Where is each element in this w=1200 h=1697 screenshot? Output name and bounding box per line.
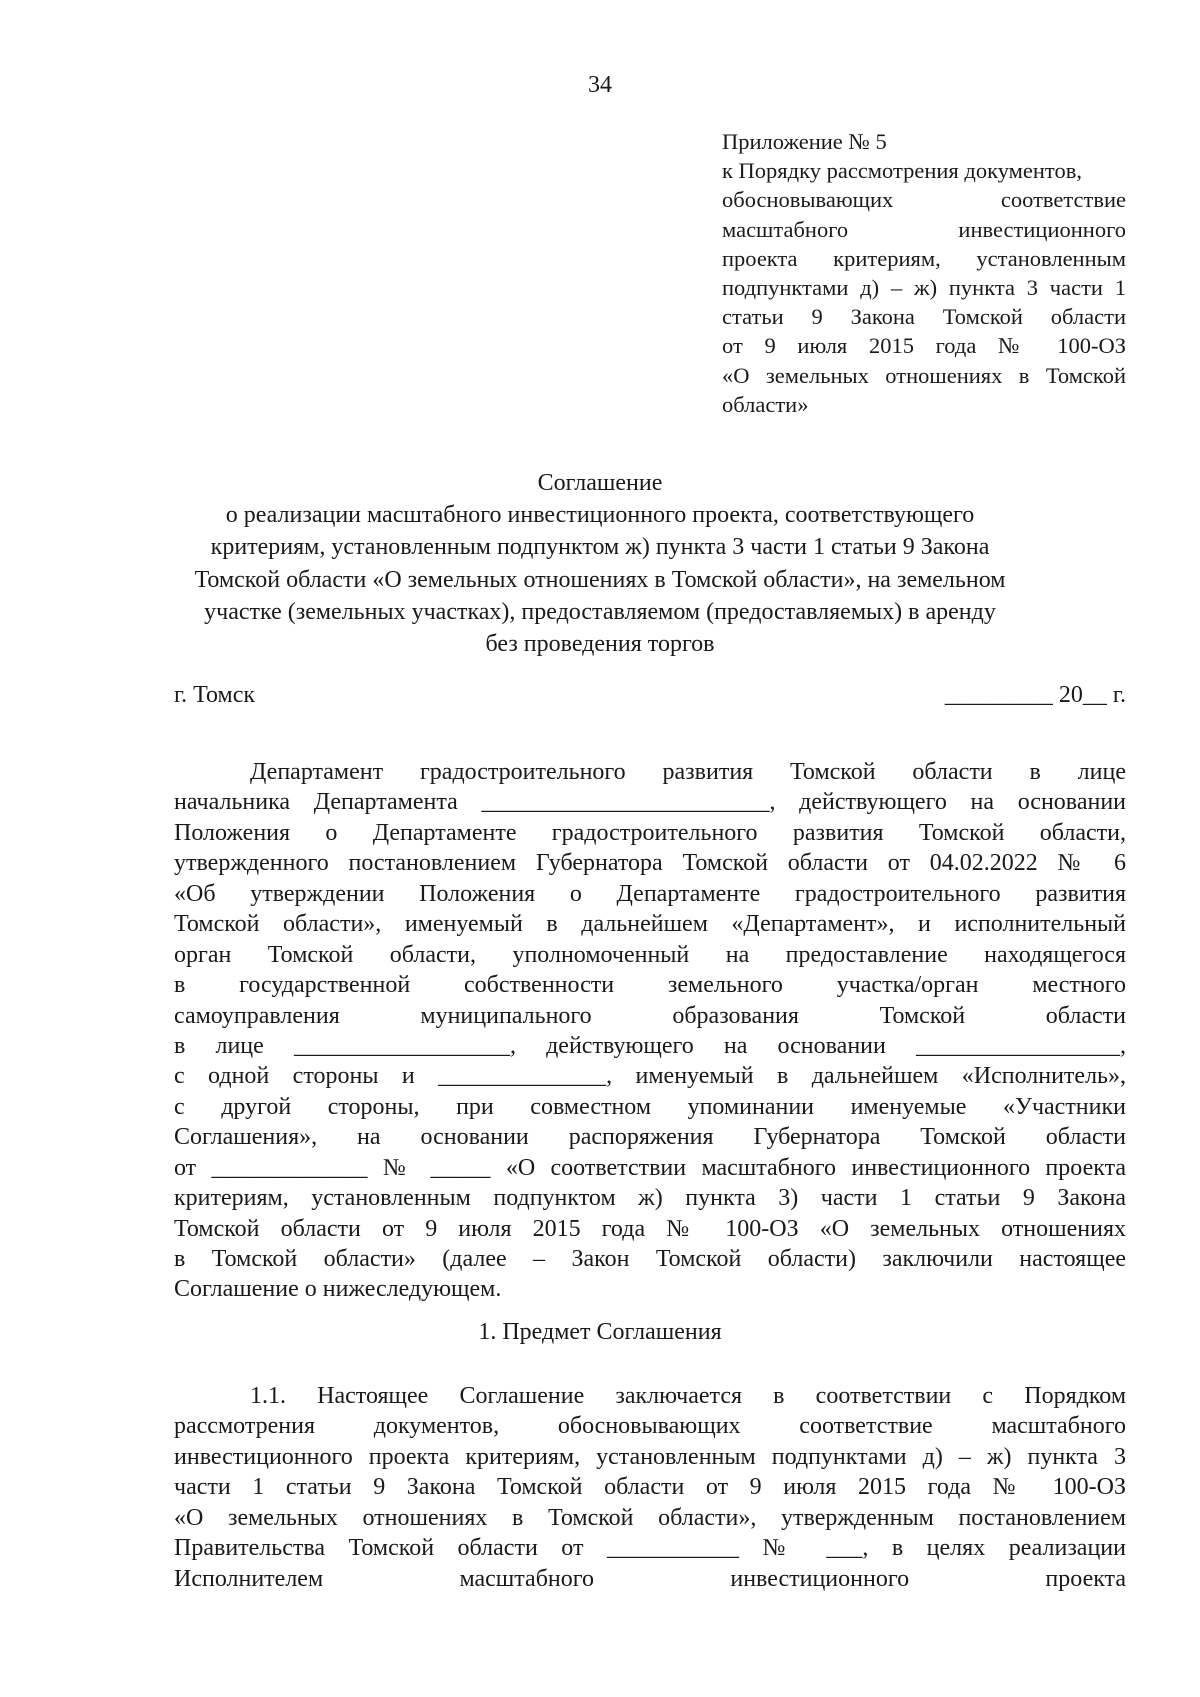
preamble (174, 757, 1126, 1305)
preamble-line: критериям, установленным подпунктом ж) пункта 3) части 1 статьи 9 Закона (174, 1185, 1126, 1212)
clause-line: «О земельных отношениях в Томской области», утвержденным постановлением (174, 1504, 1126, 1531)
preamble-line: Положения о Департаменте градостроительного развития Томской области, (174, 819, 1126, 846)
preamble-line: орган Томской области, уполномоченный на предоставление находящегося (174, 941, 1126, 968)
appendix-line: проекта критериям, установленным (722, 245, 1126, 271)
preamble-line: «Об утверждении Положения о Департаменте градостроительного развития (174, 880, 1126, 907)
section-heading: 1. Предмет Соглашения (478, 1319, 722, 1345)
appendix-line: обосновывающих соответствие (722, 187, 1126, 213)
place-date-row (174, 679, 1126, 711)
preamble-line: Соглашения», на основании распоряжения Губернатора Томской области (174, 1124, 1126, 1151)
agreement-title-line: о реализации масштабного инвестиционного проекта, соответствующего (225, 502, 975, 529)
preamble-line: утвержденного постановлением Губернатора Томской области от 04.02.2022 № 6 (174, 850, 1126, 877)
preamble-line: в Томской области» (далее – Закон Томской области) заключили настоящее (174, 1246, 1126, 1272)
agreement-title-line: без проведения торгов (485, 630, 715, 657)
appendix-line: «О земельных отношениях в Томской (722, 362, 1126, 388)
agreement-title-line: критериям, установленным подпунктом ж) пункта 3 части 1 статьи 9 Закона (210, 534, 990, 561)
preamble-line: в государственной собственности земельного участка/орган местного (174, 972, 1126, 999)
appendix-line: масштабного инвестиционного (722, 216, 1126, 242)
clause-line: инвестиционного проекта критериям, установленным подпунктами д) – ж) пункта 3 (174, 1443, 1126, 1470)
preamble-line: начальника Департамента ________________________, действующего на основании (174, 789, 1126, 816)
page-number: 34 (588, 72, 612, 98)
appendix-line: подпунктами д) – ж) пункта 3 части 1 (722, 274, 1126, 300)
agreement-title-line: Томской области «О земельных отношениях в Томской области», на земельном (194, 566, 1006, 593)
preamble-line: с одной стороны и ______________, именуемый в дальнейшем «Исполнитель», (174, 1063, 1126, 1090)
place-name: г. Томск (174, 682, 256, 708)
clause-line: 1.1. Настоящее Соглашение заключается в соответствии с Порядком (250, 1383, 1126, 1409)
appendix-line: к Порядку рассмотрения документов, (722, 158, 1082, 184)
clause-line: Правительства Томской области от ___________ № ___, в целях реализации (174, 1535, 1126, 1562)
preamble-line: от _____________ № _____ «О соответствии масштабного инвестиционного проекта (174, 1154, 1126, 1181)
appendix-line: от 9 июля 2015 года № 100-ОЗ (722, 333, 1126, 359)
preamble-line: Департамент градостроительного развития Томской области в лице (250, 759, 1126, 785)
preamble-line: с другой стороны, при совместном упоминании именуемые «Участники (174, 1093, 1126, 1120)
preamble-line: самоуправления муниципального образования Томской области (174, 1002, 1126, 1029)
clause-line: рассмотрения документов, обосновывающих соответствие масштабного (174, 1413, 1126, 1440)
clause-line: части 1 статьи 9 Закона Томской области от 9 июля 2015 года № 100-ОЗ (174, 1474, 1126, 1501)
preamble-line: Томской области», именуемый в дальнейшем «Департамент», и исполнительный (174, 911, 1126, 938)
agreement-title (150, 467, 1050, 660)
agreement-title-line: участке (земельных участках), предоставляемом (предоставляемых) в аренду (204, 598, 996, 625)
clause-1-1 (174, 1381, 1126, 1594)
appendix-line: статьи 9 Закона Томской области (722, 304, 1126, 330)
appendix-reference (722, 127, 1126, 419)
preamble-line: Соглашение о нижеследующем. (174, 1276, 502, 1303)
appendix-line: области» (722, 391, 809, 417)
clause-line: Исполнителем масштабного инвестиционного проекта (174, 1565, 1126, 1592)
date-placeholder: _________ 20__ г. (944, 682, 1126, 708)
preamble-line: Томской области от 9 июля 2015 года № 100-ОЗ «О земельных отношениях (174, 1215, 1126, 1242)
agreement-heading: Соглашение (537, 470, 663, 496)
appendix-line: Приложение № 5 (722, 129, 887, 154)
preamble-line: в лице __________________, действующего на основании _________________, (174, 1032, 1126, 1059)
